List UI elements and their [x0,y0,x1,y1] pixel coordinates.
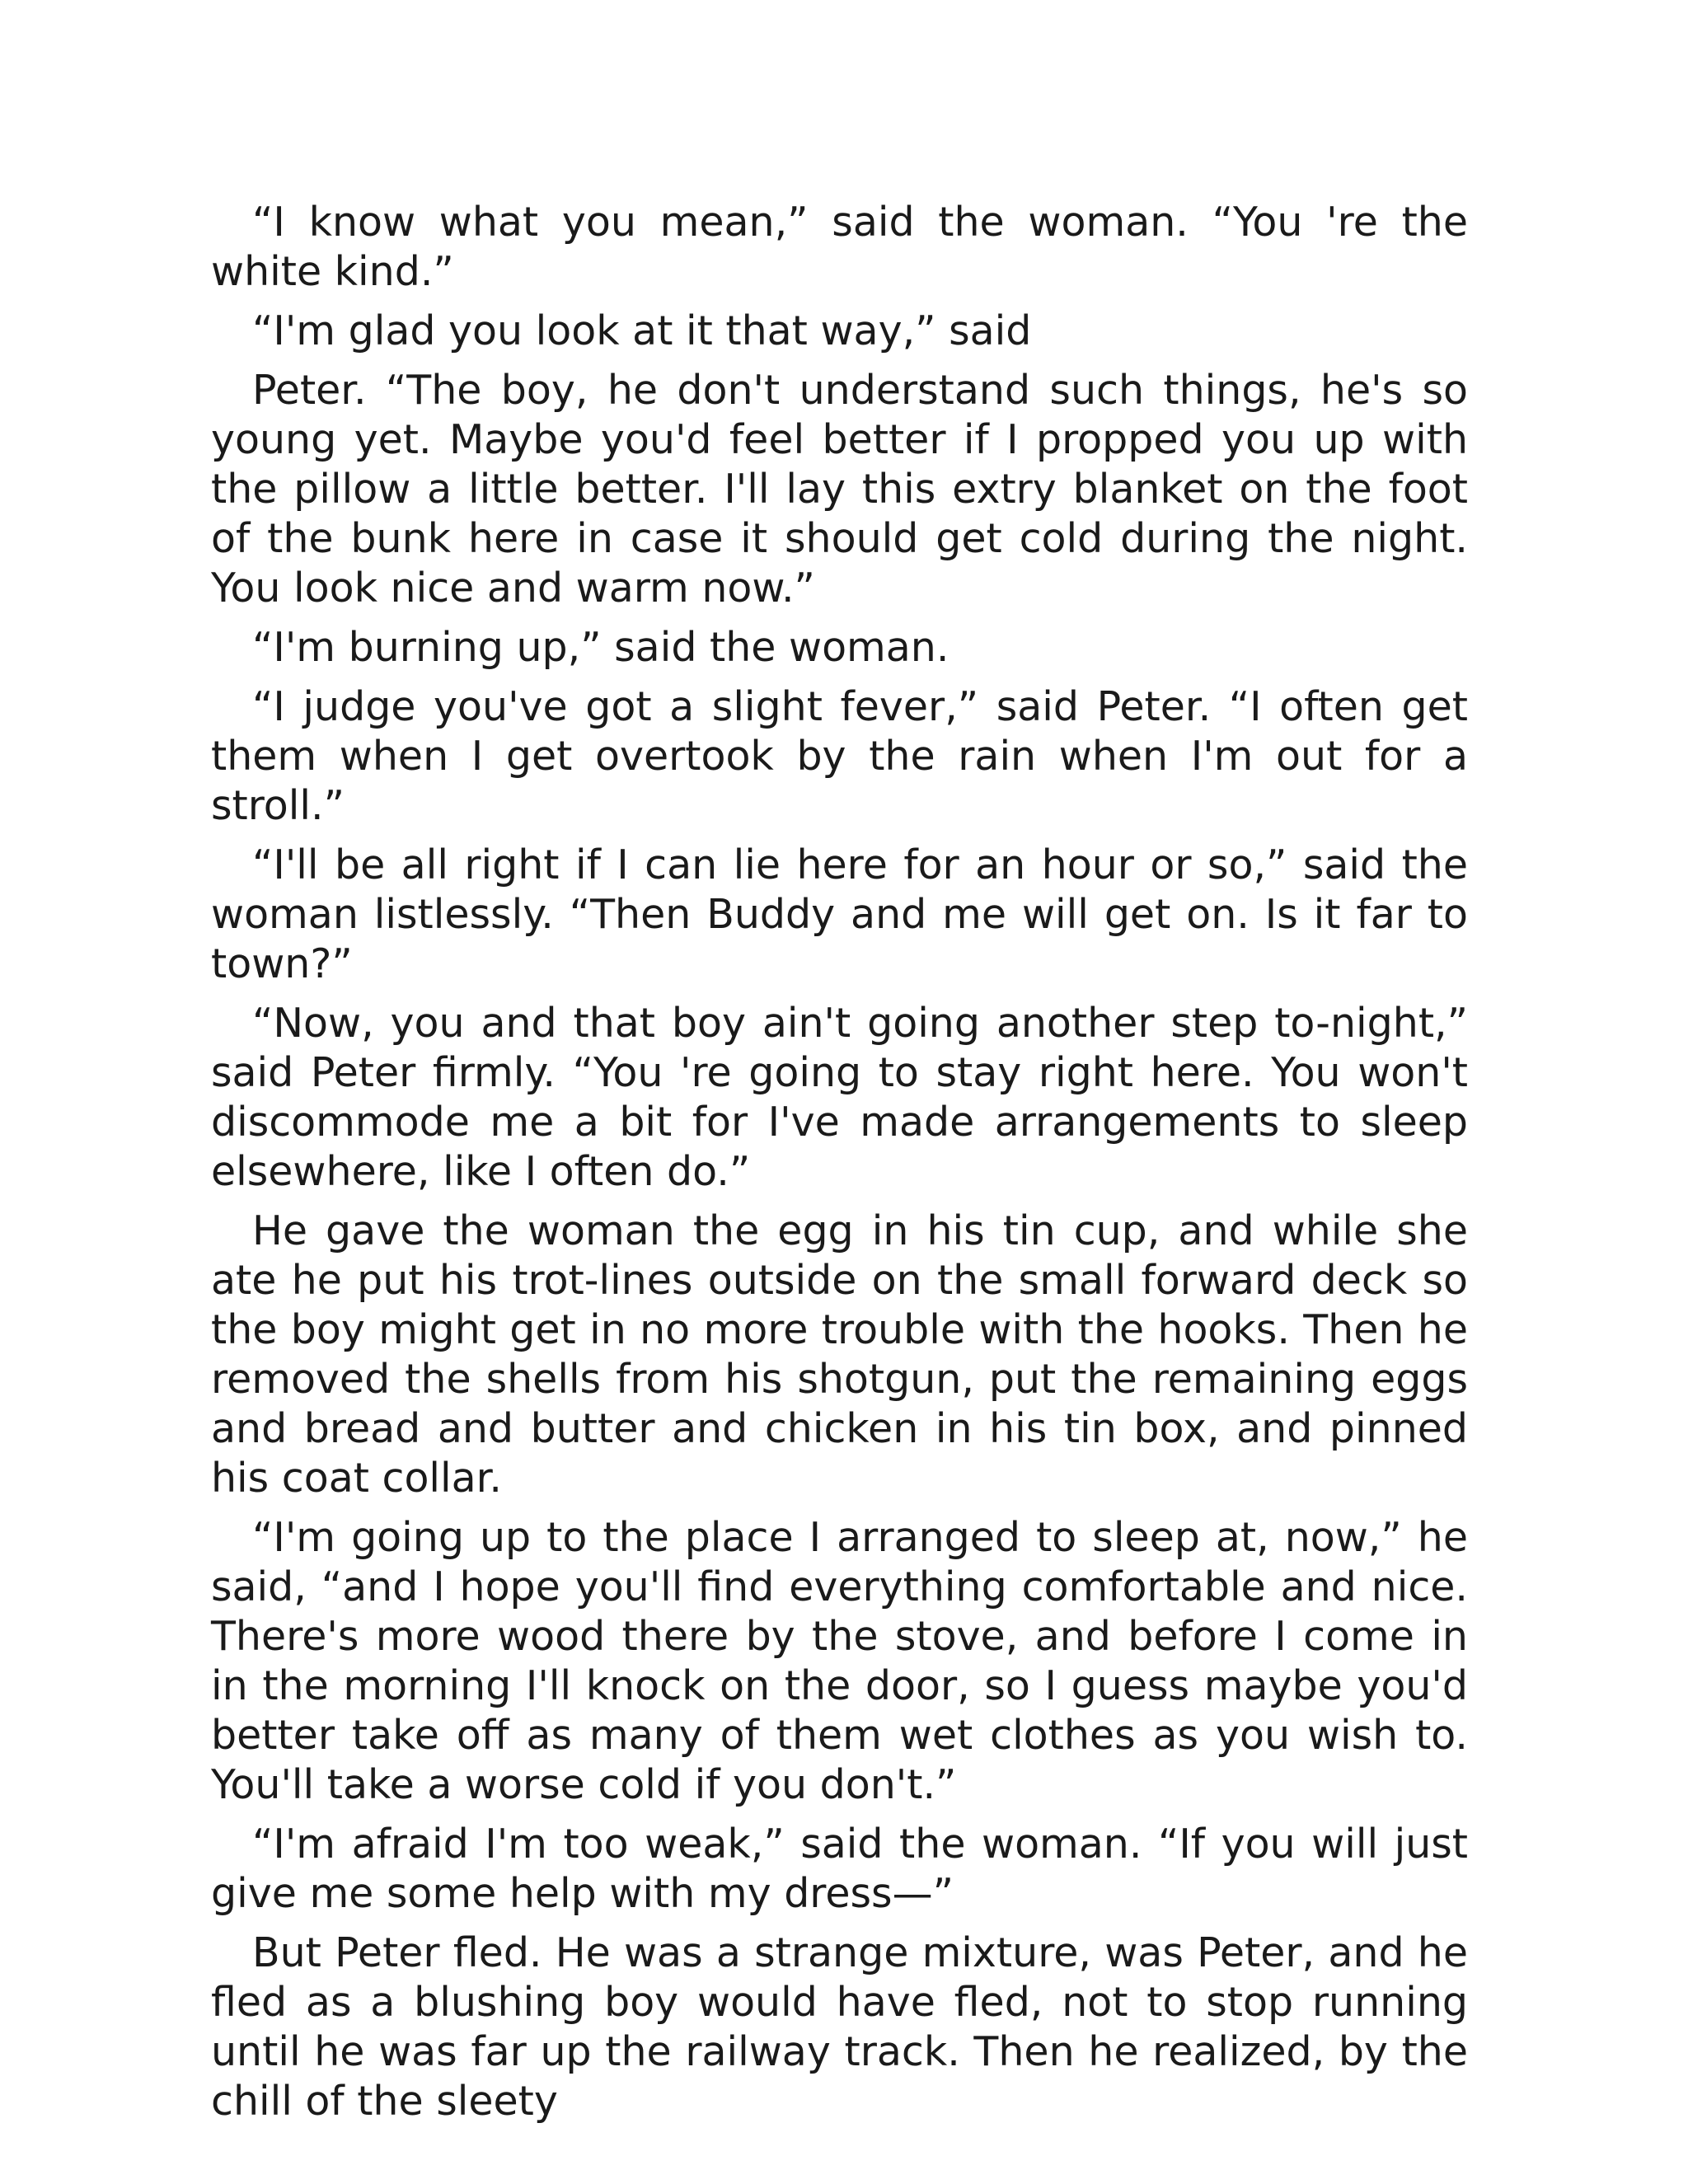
paragraph-2: “I'm glad you look at it that way,” said [252,307,1032,354]
paragraph-4: “I'm burning up,” said the woman. [252,624,950,671]
page-body [211,198,1468,2136]
paragraph-7: “Now, you and that boy ain't going another step to-night,” said Peter firmly. “You 're going to stay right here. You won't discommode me a bit for I've made arrangements to sleep elsewhere, like I often do.” [211,1000,1468,1195]
paragraph-3: Peter. “The boy, he don't understand such things, he's so young yet. Maybe you'd feel better if I propped you up with the pillow a little better. I'll lay this extry blanket on the foot of the bunk here in case it should get cold during the night. You look nice and warm now.” [211,367,1468,612]
paragraph-5: “I judge you've got a slight fever,” said Peter. “I often get them when I get overtook by the rain when I'm out for a stroll.” [211,683,1468,829]
paragraph-6: “I'll be all right if I can lie here for an hour or so,” said the woman listlessly. “Then Buddy and me will get on. Is it far to town?” [211,841,1468,987]
paragraph-10: “I'm afraid I'm too weak,” said the woman. “If you will just give me some help with my dress—” [211,1821,1468,1917]
paragraph-11: But Peter fled. He was a strange mixture, was Peter, and he fled as a blushing boy would have fled, not to stop running until he was far up the railway track. Then he realized, by the chill of the sleety [211,1929,1468,2125]
paragraph-1: “I know what you mean,” said the woman. “You 're the white kind.” [211,199,1468,295]
paragraph-9: “I'm going up to the place I arranged to sleep at, now,” he said, “and I hope you'll find everything comfortable and nice. There's more wood there by the stove, and before I come in in the morning I'll knock on the door, so I guess maybe you'd better take off as many of them wet clothes as you wish to. You'll take a worse cold if you don't.” [211,1514,1468,1808]
paragraph-8: He gave the woman the egg in his tin cup, and while she ate he put his trot-lines outside on the small forward deck so the boy might get in no more trouble with the hooks. Then he removed the shells from his shotgun, put the remaining eggs and bread and butter and chicken in his tin box, and pinned his coat collar. [211,1207,1468,1502]
